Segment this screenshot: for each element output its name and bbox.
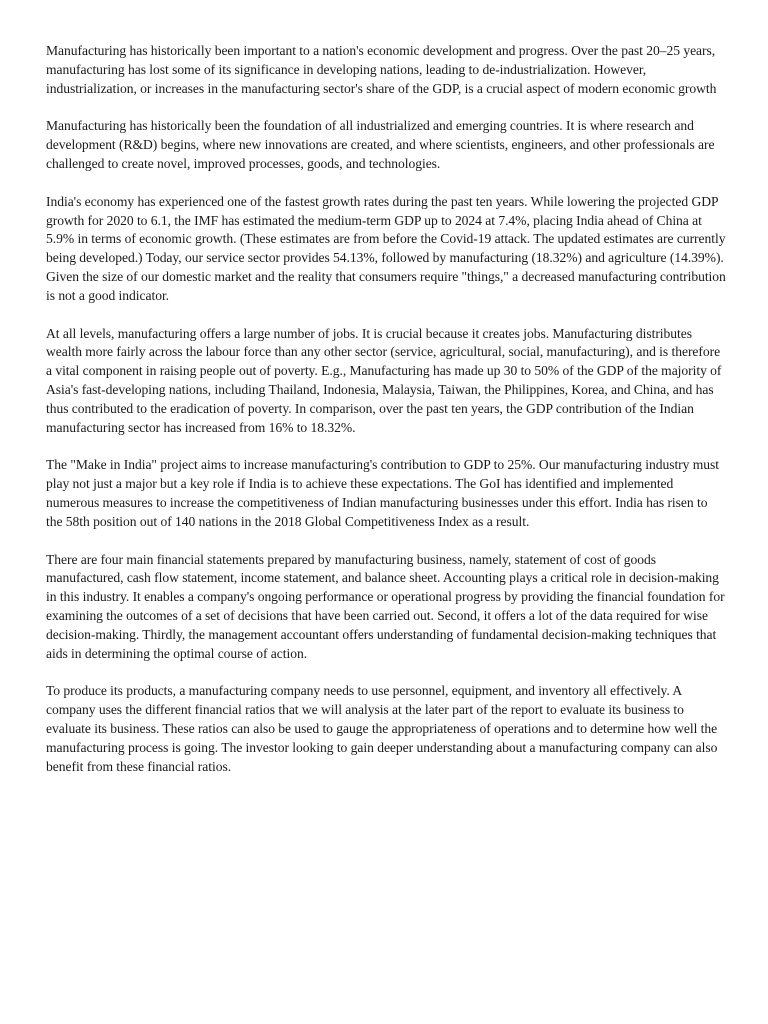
- paragraph-manufacturing-importance: Manufacturing has historically been important to a nation's economic development and progress. Over the past 20–25 years, manufacturing has lost some of its significance in developing nations, leading to de-industrialization. However, industrialization, or increases in the manufacturing sector's share of the GDP, is a crucial aspect of modern economic growth: [46, 43, 717, 96]
- paragraph-manufacturing-jobs: At all levels, manufacturing offers a large number of jobs. It is crucial because it creates jobs. Manufacturing distributes wealth more fairly across the labour force than any other sector (service, agricultural, social, manufacturing), and is therefore a vital component in raising people out of poverty. E.g., Manufacturing has made up 30 to 50% of the GDP of the majority of Asia's fast-developing nations, including Thailand, Indonesia, Malaysia, Taiwan, the Philippines, Korea, and China, and has thus contributed to the eradication of poverty. In comparison, over the past ten years, the GDP contribution of the Indian manufacturing sector has increased from 16% to 18.32%.: [46, 325, 722, 435]
- paragraph-manufacturing-foundation: Manufacturing has historically been the foundation of all industrialized and emerging countries. It is where research and development (R&D) begins, where new innovations are created, and where scientists, engineers, and other professionals are challenged to create novel, improved processes, goods, and technologies.: [46, 118, 715, 171]
- paragraph-india-economy: India's economy has experienced one of the fastest growth rates during the past ten years. While lowering the projected GDP growth for 2020 to 6.1, the IMF has estimated the medium-term GDP up to 2024 at 7.4%, placing India ahead of China at 5.9% in terms of economic growth. (These estimates are from before the Covid-19 attack. The updated estimates are currently being developed.) Today, our service sector provides 54.13%, followed by manufacturing (18.32%) and agriculture (14.39%). Given the size of our domestic market and the reality that consumers require "things," a decreased manufacturing contribution is not a good indicator.: [46, 193, 726, 303]
- paragraph-financial-statements: There are four main financial statements prepared by manufacturing business, namely, statement of cost of goods manufactured, cash flow statement, income statement, and balance sheet. Accounting plays a critical role in decision-making in this industry. It enables a company's ongoing performance or operational progress by providing the financial foundation for examining the outcomes of a set of decisions that have been carried out. Second, it offers a lot of the data required for wise decision-making. Thirdly, the management accountant offers understanding of fundamental decision-making techniques that aids in determining the optimal course of action.: [46, 551, 725, 661]
- document-body: [46, 42, 726, 795]
- paragraph-make-in-india: The "Make in India" project aims to increase manufacturing's contribution to GDP to 25%. Our manufacturing industry must play not just a major but a key role if India is to achieve these expectations. The GoI has identified and implemented numerous measures to increase the competitiveness of Indian manufacturing businesses under this effort. India has risen to the 58th position out of 140 nations in the 2018 Global Competitiveness Index as a result.: [46, 457, 719, 529]
- paragraph-financial-ratios: To produce its products, a manufacturing company needs to use personnel, equipment, and inventory all effectively. A company uses the different financial ratios that we will analysis at the later part of the report to evaluate its business to evaluate its business. These ratios can also be used to gauge the appropriateness of operations and to determine how well the manufacturing process is going. The investor looking to gain deeper understanding about a manufacturing company can also benefit from these financial ratios.: [46, 683, 718, 774]
